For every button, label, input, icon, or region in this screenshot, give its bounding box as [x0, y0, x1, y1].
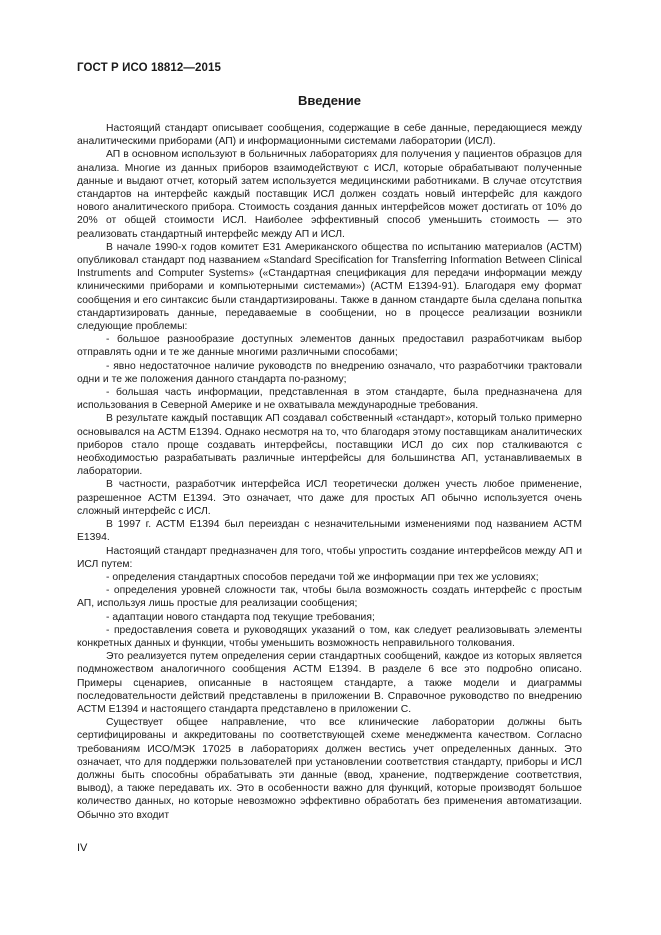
list-item: - большая часть информации, представленная в этом стандарте, была предназначена для использования в Северной Америке и не охватывала международные требования.: [77, 387, 582, 412]
list-item: - предоставления совета и руководящих указаний о том, как следует реализовывать элементы конкретных данных и функции, чтобы уменьшить возможность неправильного толкования.: [77, 624, 582, 649]
paragraph: Настоящий стандарт описывает сообщения, содержащие в себе данные, передающиеся между аналитическими приборами (АП) и информационными системами лаборатории (ИСЛ).: [77, 123, 582, 148]
page-number: IV: [77, 842, 88, 854]
paragraph: Настоящий стандарт предназначен для того, чтобы упростить создание интерфейсов между АП и ИСЛ путем:: [77, 545, 582, 570]
paragraph: Это реализуется путем определения серии стандартных сообщений, каждое из которых является подмножеством аналогичного сообщения АСТМ Е1394. В разделе 6 все это подробно описано. Примеры сценариев, описанные в настоящем стандарте, а также модели и диаграммы последовательности действий представлены в приложении В. Справочное руководство по внедрению АСТМ Е1394 и настоящего стандарта представлено в приложении С.: [77, 651, 582, 715]
paragraph: В частности, разработчик интерфейса ИСЛ теоретически должен учесть любое применение, разрешенное АСТМ Е1394. Это означает, что даже для простых АП обычно используется очень сложный интерфейс с ИСЛ.: [77, 479, 582, 517]
list-item: - явно недостаточное наличие руководств по внедрению означало, что разработчики трактовали одни и те же положения данного стандарта по-разному;: [77, 360, 582, 385]
section-title: Введение: [298, 93, 361, 108]
list-item: - определения стандартных способов передачи той же информации при тех же условиях;: [106, 571, 539, 583]
list-item: - адаптации нового стандарта под текущие требования;: [106, 611, 375, 623]
list-item: - определения уровней сложности так, чтобы была возможность создать интерфейс с простым АП, используя лишь простые для реализации сообщения;: [77, 585, 582, 610]
paragraph: В результате каждый поставщик АП создавал собственный «стандарт», который только примерно основывался на АСТМ Е1394. Однако несмотря на то, что благодаря этому поставщикам аналитических приборов стало проще создавать интерфейсы, поставщики ИСЛ до сих пор сталкиваются с необходимостью разрабатывать различные интерфейсы для большинства АП, устанавливаемых в лаборатории.: [77, 413, 582, 478]
paragraph: В 1997 г. АСТМ Е1394 был переиздан с незначительными изменениями под названием АСТМ Е1394.: [77, 519, 582, 544]
body-text: [77, 122, 582, 822]
standard-header: ГОСТ Р ИСО 18812—2015: [77, 62, 222, 74]
paragraph: В начале 1990-х годов комитет Е31 Американского общества по испытанию материалов (АСТМ) опубликовал стандарт под названием «Standard Specification for Transferring Information Between Clinical Instruments and Computer Systems» («Стандартная спецификация для передачи информации между клиническими приборами и компьютерными системами») (АСТМ Е1394-91). Благодаря ему формат сообщения и его синтаксис были стандартизированы. Также в данном стандарте была сделана попытка стандартизировать данные, передаваемые в сообщении, но в процессе реализации возникли следующие проблемы:: [77, 241, 582, 333]
paragraph: Существует общее направление, что все клинические лаборатории должны быть сертифицированы и аккредитованы по соответствующей схеме менеджмента качеством. Согласно требованиям ИСО/МЭК 17025 в лабораториях должен вестись учет определенных данных. Это означает, что для поддержки пользователей при установлении соответствия стандарту, приборы и ИСЛ должны быть способны обрабатывать эти данные (ввод, хранение, подтверждение соответствия, вывод), а также передавать их. Это в особенности важно для функций, которые производят большое количество данных, но которые невозможно эффективно обработать без применения автоматизации. Обычно это входит: [77, 717, 582, 821]
paragraph: АП в основном используют в больничных лабораториях для получения у пациентов образцов для анализа. Многие из данных приборов взаимодействуют с ИСЛ, которые обрабатывают полученные данные и выдают отчет, который затем используется медицинскими работниками. В случае отсутствия стандартов на интерфейс каждый поставщик ИСЛ должен создать новый интерфейс для каждого нового аналитического прибора. Стоимость создания данных интерфейсов может достигать от 10% до 20% от общей стоимости ИСЛ. Наиболее эффективный способ уменьшить стоимость — это реализовать стандартный интерфейс между АП и ИСЛ.: [77, 149, 582, 240]
list-item: - большое разнообразие доступных элементов данных предоставил разработчикам выбор отправлять одни и те же данные многими различными способами;: [77, 334, 582, 359]
